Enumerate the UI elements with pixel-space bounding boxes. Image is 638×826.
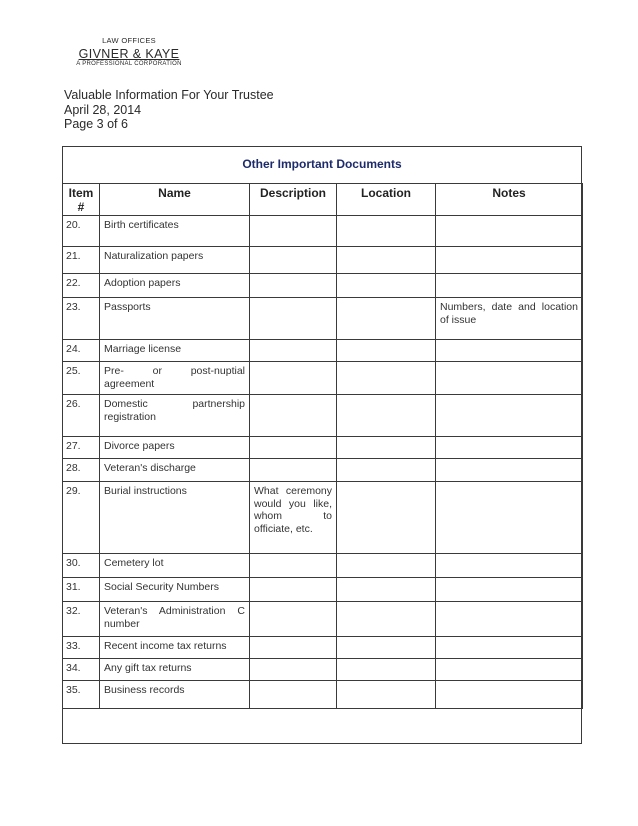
notes-cell (436, 659, 583, 681)
notes-cell (436, 362, 583, 395)
document-title: Valuable Information For Your Trustee (64, 88, 274, 102)
column-header-item: Item # (63, 184, 100, 216)
notes-cell (436, 578, 583, 602)
location-cell (337, 362, 436, 395)
table-row (63, 578, 583, 602)
notes-cell (436, 437, 583, 459)
page-number: Page 3 of 6 (64, 117, 128, 131)
description-cell (250, 395, 337, 437)
item-number-cell: 28. (63, 459, 100, 482)
location-cell (337, 578, 436, 602)
table-row (63, 247, 583, 274)
document-name-cell: Adoption papers (100, 274, 250, 298)
document-name-cell: Veteran's Administration C number (100, 602, 250, 637)
document-name-cell: Social Security Numbers (100, 578, 250, 602)
table-row (63, 482, 583, 554)
letterhead-law-offices: LAW OFFICES (102, 36, 156, 45)
description-cell (250, 659, 337, 681)
documents-table-frame (62, 146, 582, 744)
notes-cell (436, 681, 583, 709)
item-number-cell: 22. (63, 274, 100, 298)
notes-cell (436, 602, 583, 637)
document-name-cell: Any gift tax returns (100, 659, 250, 681)
description-cell (250, 578, 337, 602)
description-cell (250, 340, 337, 362)
section-title: Other Important Documents (242, 157, 402, 171)
item-number-cell: 29. (63, 482, 100, 554)
location-cell (337, 637, 436, 659)
description-cell (250, 298, 337, 340)
description-cell (250, 554, 337, 578)
item-number-cell: 20. (63, 216, 100, 247)
item-number-cell: 21. (63, 247, 100, 274)
location-cell (337, 395, 436, 437)
document-name-cell: Pre- or post-nuptial agreement (100, 362, 250, 395)
location-cell (337, 681, 436, 709)
notes-cell (436, 340, 583, 362)
column-header-location: Location (337, 184, 436, 216)
document-name-cell: Veteran's discharge (100, 459, 250, 482)
description-cell (250, 637, 337, 659)
location-cell (337, 247, 436, 274)
location-cell (337, 437, 436, 459)
document-name-cell: Naturalization papers (100, 247, 250, 274)
item-number-cell: 27. (63, 437, 100, 459)
item-number-cell: 25. (63, 362, 100, 395)
notes-cell (436, 216, 583, 247)
item-number-cell: 34. (63, 659, 100, 681)
description-cell (250, 681, 337, 709)
location-cell (337, 482, 436, 554)
location-cell (337, 459, 436, 482)
notes-cell (436, 274, 583, 298)
document-name-cell: Domestic partnership registration (100, 395, 250, 437)
table-row (63, 216, 583, 247)
description-cell (250, 247, 337, 274)
document-name-cell: Marriage license (100, 340, 250, 362)
document-name-cell: Burial instructions (100, 482, 250, 554)
description-cell (250, 274, 337, 298)
table-row (63, 459, 583, 482)
item-number-cell: 26. (63, 395, 100, 437)
column-header-notes: Notes (436, 184, 583, 216)
item-number-cell: 31. (63, 578, 100, 602)
document-info (64, 88, 274, 132)
document-name-cell: Recent income tax returns (100, 637, 250, 659)
location-cell (337, 274, 436, 298)
document-name-cell: Birth certificates (100, 216, 250, 247)
location-cell (337, 659, 436, 681)
document-name-cell: Divorce papers (100, 437, 250, 459)
location-cell (337, 216, 436, 247)
document-name-cell: Business records (100, 681, 250, 709)
description-cell (250, 362, 337, 395)
letterhead (64, 36, 194, 67)
location-cell (337, 554, 436, 578)
location-cell (337, 298, 436, 340)
item-number-cell: 33. (63, 637, 100, 659)
description-cell: What ceremony would you like, whom to officiate, etc. (250, 482, 337, 554)
table-row (63, 362, 583, 395)
table-row (63, 554, 583, 578)
description-cell (250, 602, 337, 637)
item-number-cell: 24. (63, 340, 100, 362)
document-date: April 28, 2014 (64, 102, 142, 117)
description-cell (250, 459, 337, 482)
column-header-description: Description (250, 184, 337, 216)
notes-cell (436, 554, 583, 578)
item-number-cell: 23. (63, 298, 100, 340)
notes-cell (436, 247, 583, 274)
description-cell (250, 216, 337, 247)
description-cell (250, 437, 337, 459)
notes-cell (436, 395, 583, 437)
column-header-name: Name (100, 184, 250, 216)
table-row (63, 637, 583, 659)
table-row (63, 395, 583, 437)
document-name-cell: Passports (100, 298, 250, 340)
item-number-cell: 30. (63, 554, 100, 578)
notes-cell (436, 637, 583, 659)
letterhead-firm-name: GIVNER & KAYE (78, 47, 180, 61)
table-row (63, 274, 583, 298)
table-row (63, 602, 583, 637)
notes-cell (436, 482, 583, 554)
table-row (63, 659, 583, 681)
table-row (63, 340, 583, 362)
table-row (63, 437, 583, 459)
notes-cell: Numbers, date and location of issue (436, 298, 583, 340)
table-row (63, 298, 583, 340)
item-number-cell: 32. (63, 602, 100, 637)
location-cell (337, 340, 436, 362)
location-cell (337, 602, 436, 637)
item-number-cell: 35. (63, 681, 100, 709)
document-name-cell: Cemetery lot (100, 554, 250, 578)
documents-table (62, 183, 583, 709)
table-row (63, 681, 583, 709)
letterhead-corporation: A PROFESSIONAL CORPORATION (76, 61, 182, 67)
notes-cell (436, 459, 583, 482)
